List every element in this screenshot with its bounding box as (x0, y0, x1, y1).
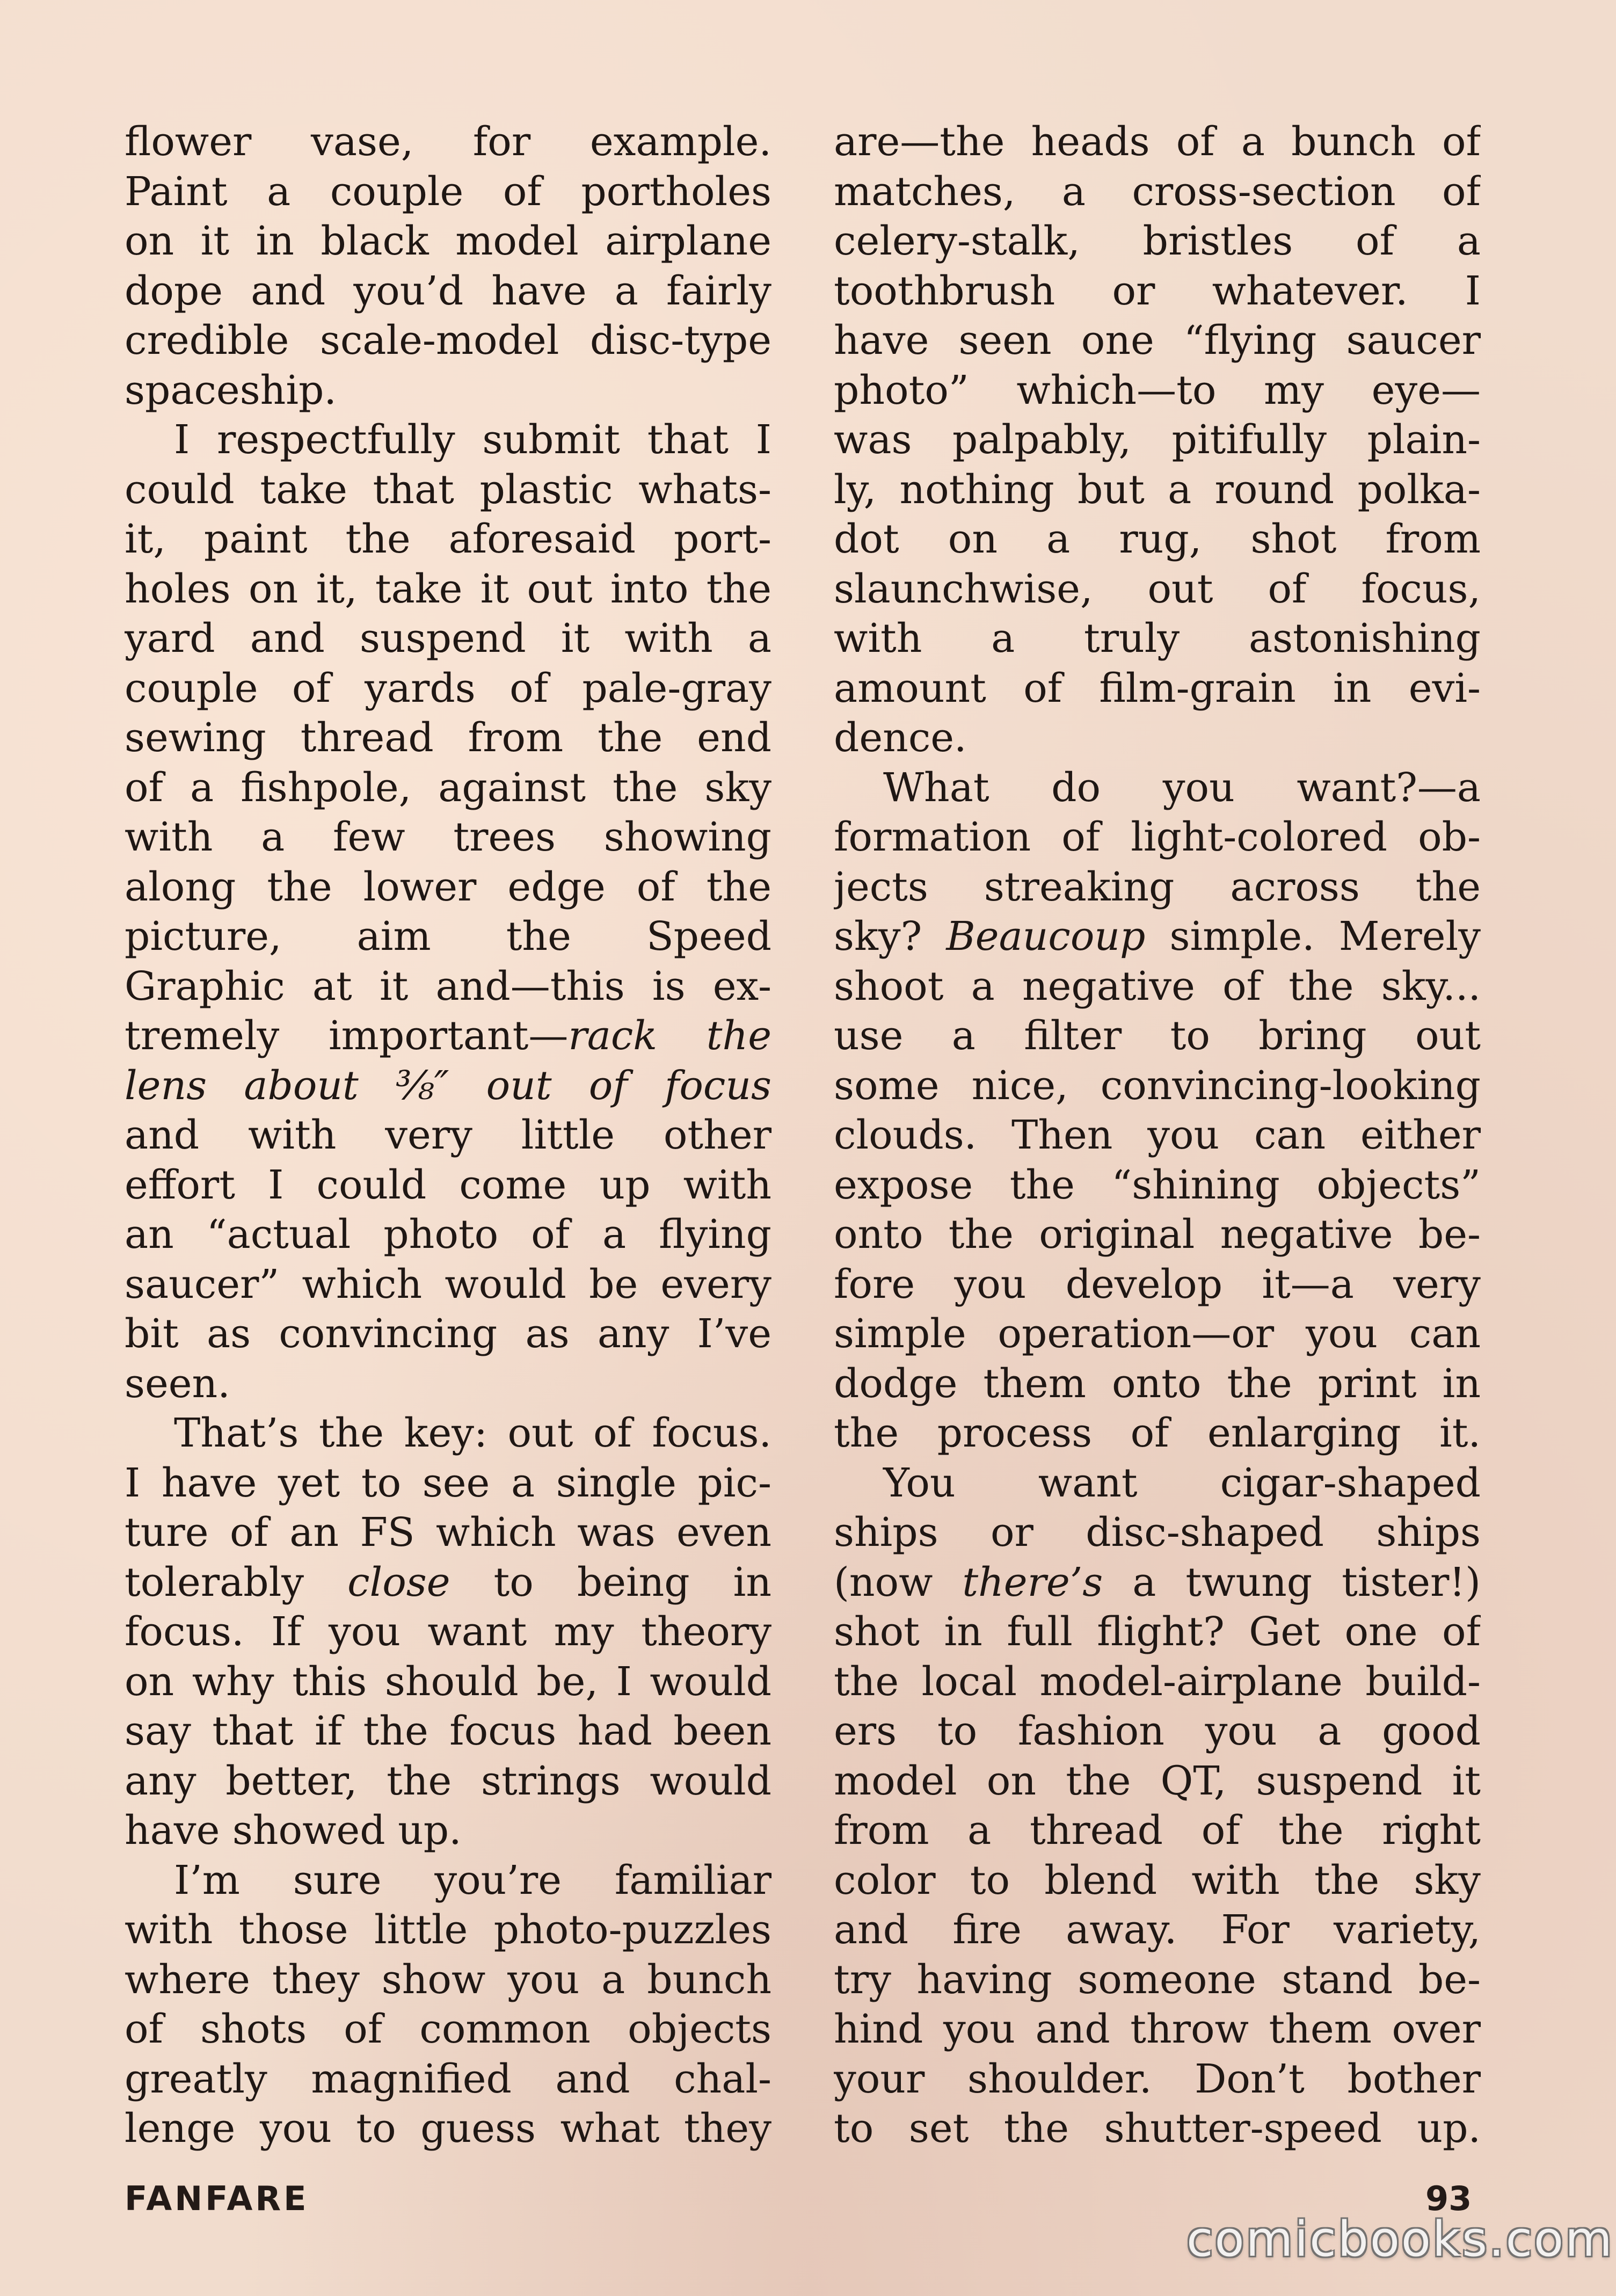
text-line (125, 1607, 771, 1657)
text-line (125, 2054, 771, 2104)
text-segment: holes on it, take it out into the (125, 565, 771, 612)
text-segment: to set the shutter-speed up. (834, 2105, 1481, 2152)
text-line (834, 564, 1481, 614)
text-segment: lenge you to guess what they (125, 2105, 771, 2152)
text-line (125, 1458, 771, 1508)
text-line (834, 1160, 1481, 1210)
text-segment: spaceship. (125, 367, 337, 413)
text-line (125, 415, 771, 465)
text-segment: greatly magnified and chal- (125, 2055, 771, 2102)
text-segment: model on the QT, suspend it (834, 1757, 1481, 1804)
text-segment: tolerably (125, 1559, 348, 1605)
text-segment: picture, aim the Speed (125, 913, 771, 960)
text-segment: dope and you’d have a fairly (125, 267, 771, 314)
text-segment: credible scale-model disc-type (125, 317, 771, 364)
text-segment: the local model-airplane build- (834, 1658, 1481, 1705)
text-line (125, 366, 771, 416)
text-segment: seen. (125, 1360, 230, 1407)
text-line (834, 1955, 1481, 2005)
text-segment: shoot a negative of the sky... (834, 963, 1481, 1009)
text-segment: and fire away. For variety, (834, 1907, 1481, 1953)
text-segment: with a truly astonishing (834, 615, 1481, 662)
text-segment: of shots of common objects (125, 2006, 771, 2052)
text-line (834, 1558, 1481, 1608)
italic-text: lens about ⅜″ out of focus (125, 1062, 771, 1109)
text-line (125, 216, 771, 266)
text-segment: a twung tister!) (1103, 1559, 1481, 1605)
text-line (834, 1061, 1481, 1111)
text-column-right (834, 117, 1481, 2154)
text-segment: expose the “shining objects” (834, 1161, 1481, 1208)
text-line (834, 1110, 1481, 1160)
text-segment: That’s the key: out of focus. (174, 1410, 771, 1456)
text-line (125, 1657, 771, 1707)
text-segment: on it in black model airplane (125, 218, 771, 264)
italic-text: close (347, 1559, 450, 1605)
text-segment: ers to fashion you a good (834, 1708, 1481, 1754)
text-segment: What do you want?—a (883, 764, 1481, 811)
text-segment: yard and suspend it with a (125, 615, 771, 662)
text-line (834, 1260, 1481, 1310)
text-segment: of a fishpole, against the sky (125, 764, 771, 811)
text-line (125, 167, 771, 217)
text-line (834, 316, 1481, 366)
text-segment: it, paint the aforesaid port- (125, 516, 771, 562)
text-segment: on why this should be, I would (125, 1658, 771, 1705)
text-segment: was palpably, pitifully plain- (834, 417, 1481, 463)
text-line (834, 962, 1481, 1012)
text-line (834, 713, 1481, 763)
text-segment: dot on a rug, shot from (834, 516, 1481, 562)
text-segment: bit as convincing as any I’ve (125, 1311, 771, 1357)
text-segment: have showed up. (125, 1807, 462, 1854)
text-line (125, 564, 771, 614)
text-line (834, 1657, 1481, 1707)
text-segment: (now (834, 1559, 963, 1605)
text-line (834, 1210, 1481, 1260)
text-line (125, 1806, 771, 1856)
text-line (834, 1856, 1481, 1906)
text-line (125, 962, 771, 1012)
text-line (834, 1806, 1481, 1856)
text-line (125, 1508, 771, 1558)
text-line (125, 1309, 771, 1359)
text-line (125, 1955, 771, 2005)
text-line (125, 1160, 771, 1210)
text-line (125, 1706, 771, 1756)
text-line (834, 465, 1481, 515)
text-line (125, 266, 771, 316)
italic-text: Beaucoup (946, 913, 1146, 960)
text-line (125, 912, 771, 962)
text-line (125, 1011, 771, 1061)
text-line (834, 812, 1481, 862)
text-segment: photo” which—to my eye— (834, 367, 1481, 413)
text-line (125, 1061, 771, 1111)
text-line (834, 2004, 1481, 2054)
text-line (834, 664, 1481, 714)
text-segment: simple. Merely (1145, 913, 1481, 960)
text-segment: onto the original negative be- (834, 1211, 1481, 1258)
text-line (125, 2104, 771, 2154)
text-segment: You want cigar-shaped (883, 1459, 1481, 1506)
text-line (125, 117, 771, 167)
text-line (125, 614, 771, 664)
text-segment: dodge them onto the print in (834, 1360, 1481, 1407)
watermark: comicbooks.com (1186, 2211, 1614, 2268)
text-segment: shot in full flight? Get one of (834, 1609, 1481, 1655)
text-line (834, 415, 1481, 465)
text-segment: use a filter to bring out (834, 1013, 1481, 1059)
text-line (125, 1210, 771, 1260)
text-segment: celery-stalk, bristles of a (834, 218, 1481, 264)
text-line (125, 664, 771, 714)
text-line (834, 1359, 1481, 1409)
text-line (125, 862, 771, 912)
text-line (125, 2004, 771, 2054)
text-segment: ture of an FS which was even (125, 1509, 771, 1556)
text-segment: ships or disc-shaped ships (834, 1509, 1481, 1556)
text-segment: sky? (834, 913, 947, 960)
text-segment: from a thread of the right (834, 1807, 1481, 1854)
text-segment: jects streaking across the (834, 863, 1481, 910)
page-number: 93 (1425, 2179, 1472, 2218)
text-line (125, 514, 771, 564)
text-segment: matches, a cross-section of (834, 168, 1481, 215)
text-segment: the process of enlarging it. (834, 1410, 1481, 1456)
text-segment: any better, the strings would (125, 1757, 771, 1804)
text-segment: amount of film-grain in evi- (834, 665, 1481, 711)
text-line (125, 713, 771, 763)
text-segment: say that if the focus had been (125, 1708, 771, 1754)
text-segment: toothbrush or whatever. I (834, 267, 1481, 314)
text-segment: formation of light-colored ob- (834, 814, 1481, 860)
text-line (125, 1756, 771, 1806)
text-segment: couple of yards of pale-gray (125, 665, 771, 711)
text-segment: and with very little other (125, 1112, 771, 1158)
text-segment: I’m sure you’re familiar (174, 1857, 771, 1903)
text-segment: saucer” which would be every (125, 1261, 771, 1307)
text-segment: Paint a couple of portholes (125, 168, 771, 215)
text-line (834, 1607, 1481, 1657)
text-segment: some nice, convincing-looking (834, 1062, 1481, 1109)
text-segment: clouds. Then you can either (834, 1112, 1481, 1158)
text-line (834, 1458, 1481, 1508)
italic-text: there’s (962, 1559, 1103, 1605)
text-segment: slaunchwise, out of focus, (834, 565, 1481, 612)
text-column-left (125, 117, 771, 2154)
text-line (834, 614, 1481, 664)
text-line (125, 1856, 771, 1906)
text-segment: I respectfully submit that I (174, 417, 771, 463)
text-segment: have seen one “flying saucer (834, 317, 1481, 364)
text-line (125, 1408, 771, 1458)
text-line (834, 366, 1481, 416)
text-segment: dence. (834, 715, 967, 761)
text-line (834, 117, 1481, 167)
text-line (125, 812, 771, 862)
text-line (834, 216, 1481, 266)
text-segment: with those little photo-puzzles (125, 1907, 771, 1953)
text-segment: along the lower edge of the (125, 863, 771, 910)
text-segment: an “actual photo of a flying (125, 1211, 771, 1258)
text-segment: your shoulder. Don’t bother (834, 2055, 1481, 2102)
text-segment: where they show you a bunch (125, 1956, 771, 2003)
text-segment: I have yet to see a single pic- (125, 1459, 771, 1506)
text-segment: simple operation—or you can (834, 1311, 1481, 1357)
text-segment: Graphic at it and—this is ex- (125, 963, 771, 1009)
text-segment: try having someone stand be- (834, 1956, 1481, 2003)
text-segment: color to blend with the sky (834, 1857, 1481, 1903)
text-line (125, 1905, 771, 1955)
text-line (125, 1558, 771, 1608)
text-line (834, 167, 1481, 217)
text-line (834, 1905, 1481, 1955)
text-segment: with a few trees showing (125, 814, 771, 860)
text-line (834, 1309, 1481, 1359)
text-segment: tremely important— (125, 1013, 569, 1059)
text-line (834, 1011, 1481, 1061)
text-segment: flower vase, for example. (125, 119, 771, 165)
text-line (834, 2054, 1481, 2104)
text-line (125, 316, 771, 366)
text-segment: to being in (450, 1559, 771, 1605)
text-line (125, 1260, 771, 1310)
magazine-name: FANFARE (125, 2179, 309, 2218)
text-segment: are—the heads of a bunch of (834, 119, 1481, 165)
text-segment: fore you develop it—a very (834, 1261, 1481, 1307)
text-line (834, 2104, 1481, 2154)
text-line (834, 266, 1481, 316)
text-segment: hind you and throw them over (834, 2006, 1481, 2052)
text-line (834, 912, 1481, 962)
text-line (834, 1706, 1481, 1756)
text-line (834, 763, 1481, 813)
text-segment: effort I could come up with (125, 1161, 771, 1208)
text-segment: focus. If you want my theory (125, 1609, 771, 1655)
text-line (125, 1359, 771, 1409)
text-line (125, 763, 771, 813)
text-line (834, 1508, 1481, 1558)
text-line (834, 1756, 1481, 1806)
text-line (834, 514, 1481, 564)
text-line (834, 862, 1481, 912)
text-segment: ly, nothing but a round polka- (834, 466, 1481, 513)
text-segment: sewing thread from the end (125, 715, 771, 761)
text-line (834, 1408, 1481, 1458)
text-line (125, 465, 771, 515)
text-segment: could take that plastic whats- (125, 466, 771, 513)
text-line (125, 1110, 771, 1160)
italic-text: rack the (568, 1013, 771, 1059)
